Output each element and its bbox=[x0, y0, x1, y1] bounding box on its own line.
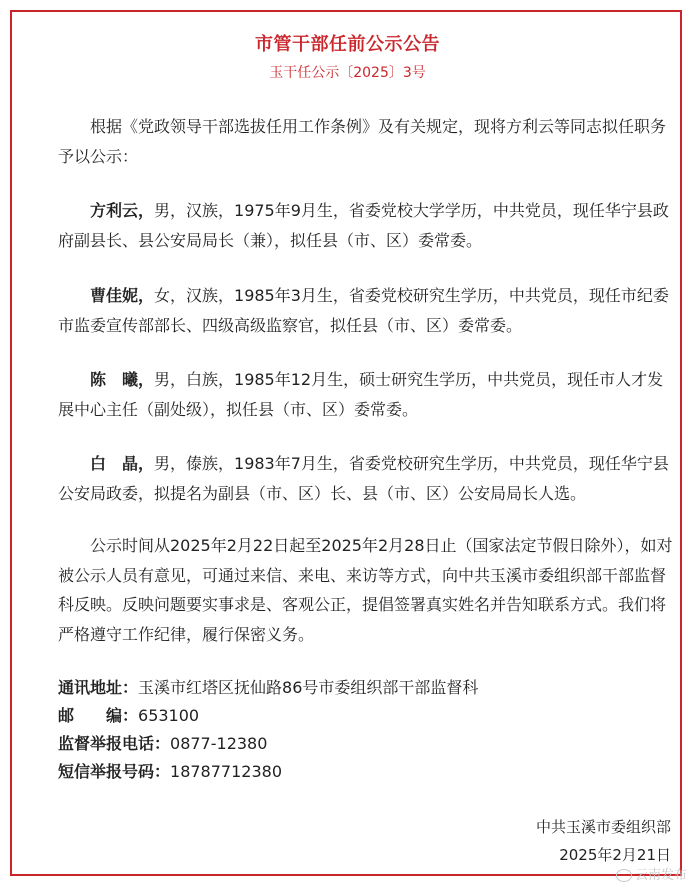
candidate-paragraph bbox=[58, 365, 673, 424]
contact-sms bbox=[58, 758, 478, 786]
intro-text: 根据《党政领导干部选拔任用工作条例》及有关规定，现将方利云等同志拟任职务予以公示： bbox=[58, 117, 667, 166]
contact-postcode bbox=[58, 702, 478, 730]
contact-label: 监督举报电话： bbox=[58, 734, 171, 753]
candidate-name: 方利云， bbox=[90, 201, 155, 220]
watermark bbox=[616, 864, 687, 883]
contact-value: 0877-12380 bbox=[170, 734, 268, 753]
candidate-paragraph bbox=[58, 449, 673, 508]
notice-text: 公示时间从2025年2月22日起至2025年2月28日止（国家法定节假日除外），如对被公示人员有意见，可通过来信、来电、来访等方式，向中共玉溪市委组织部干部监督科反映。反映问题要实事求是、客观公正，提倡签署真实姓名并告知联系方式。我们将严格遵守工作纪律，履行保密义务。 bbox=[58, 536, 673, 644]
watermark-text: 云南发布 bbox=[634, 868, 687, 883]
candidate-text: 男，白族，1985年12月生，硕士研究生学历，中共党员，现任市人才发展中心主任（副处级），拟任县（市、区）委常委。 bbox=[58, 370, 664, 419]
candidate-name: 陈 曦， bbox=[90, 370, 155, 389]
contact-label: 短信举报号码： bbox=[58, 762, 171, 781]
candidate-paragraph bbox=[58, 281, 673, 340]
weibo-icon bbox=[616, 869, 632, 882]
contact-block bbox=[58, 674, 478, 786]
candidate-name: 白 晶， bbox=[90, 454, 155, 473]
intro-paragraph bbox=[58, 112, 673, 171]
contact-value: 玉溪市红塔区抚仙路86号市委组织部干部监督科 bbox=[138, 678, 479, 697]
page-title: 市管干部任前公示公告 bbox=[255, 34, 440, 55]
candidate-text: 女，汉族，1985年3月生，省委党校研究生学历，中共党员，现任市纪委市监委宣传部部长、四级高级监察官，拟任县（市、区）委常委。 bbox=[58, 286, 669, 335]
signature-org: 中共玉溪市委组织部 bbox=[535, 818, 671, 836]
candidate-text: 男，傣族，1983年7月生，省委党校研究生学历，中共党员，现任华宁县公安局政委，拟提名为副县（市、区）长、县（市、区）公安局局长人选。 bbox=[58, 454, 669, 503]
contact-label: 通讯地址： bbox=[58, 678, 139, 697]
contact-label: 邮 编： bbox=[58, 706, 139, 725]
contact-address bbox=[58, 674, 478, 702]
contact-value: 18787712380 bbox=[170, 762, 282, 781]
document-number: 玉干任公示〔2025〕3号 bbox=[269, 65, 426, 81]
signature-date: 2025年2月21日 bbox=[559, 846, 671, 864]
contact-phone bbox=[58, 730, 478, 758]
candidate-name: 曹佳妮， bbox=[90, 286, 155, 305]
candidate-text: 男，汉族，1975年9月生，省委党校大学学历，中共党员，现任华宁县政府副县长、县公安局局长（兼），拟任县（市、区）委常委。 bbox=[58, 201, 669, 250]
contact-value: 653100 bbox=[138, 706, 200, 725]
notice-paragraph bbox=[58, 531, 673, 649]
candidate-paragraph bbox=[58, 196, 673, 255]
